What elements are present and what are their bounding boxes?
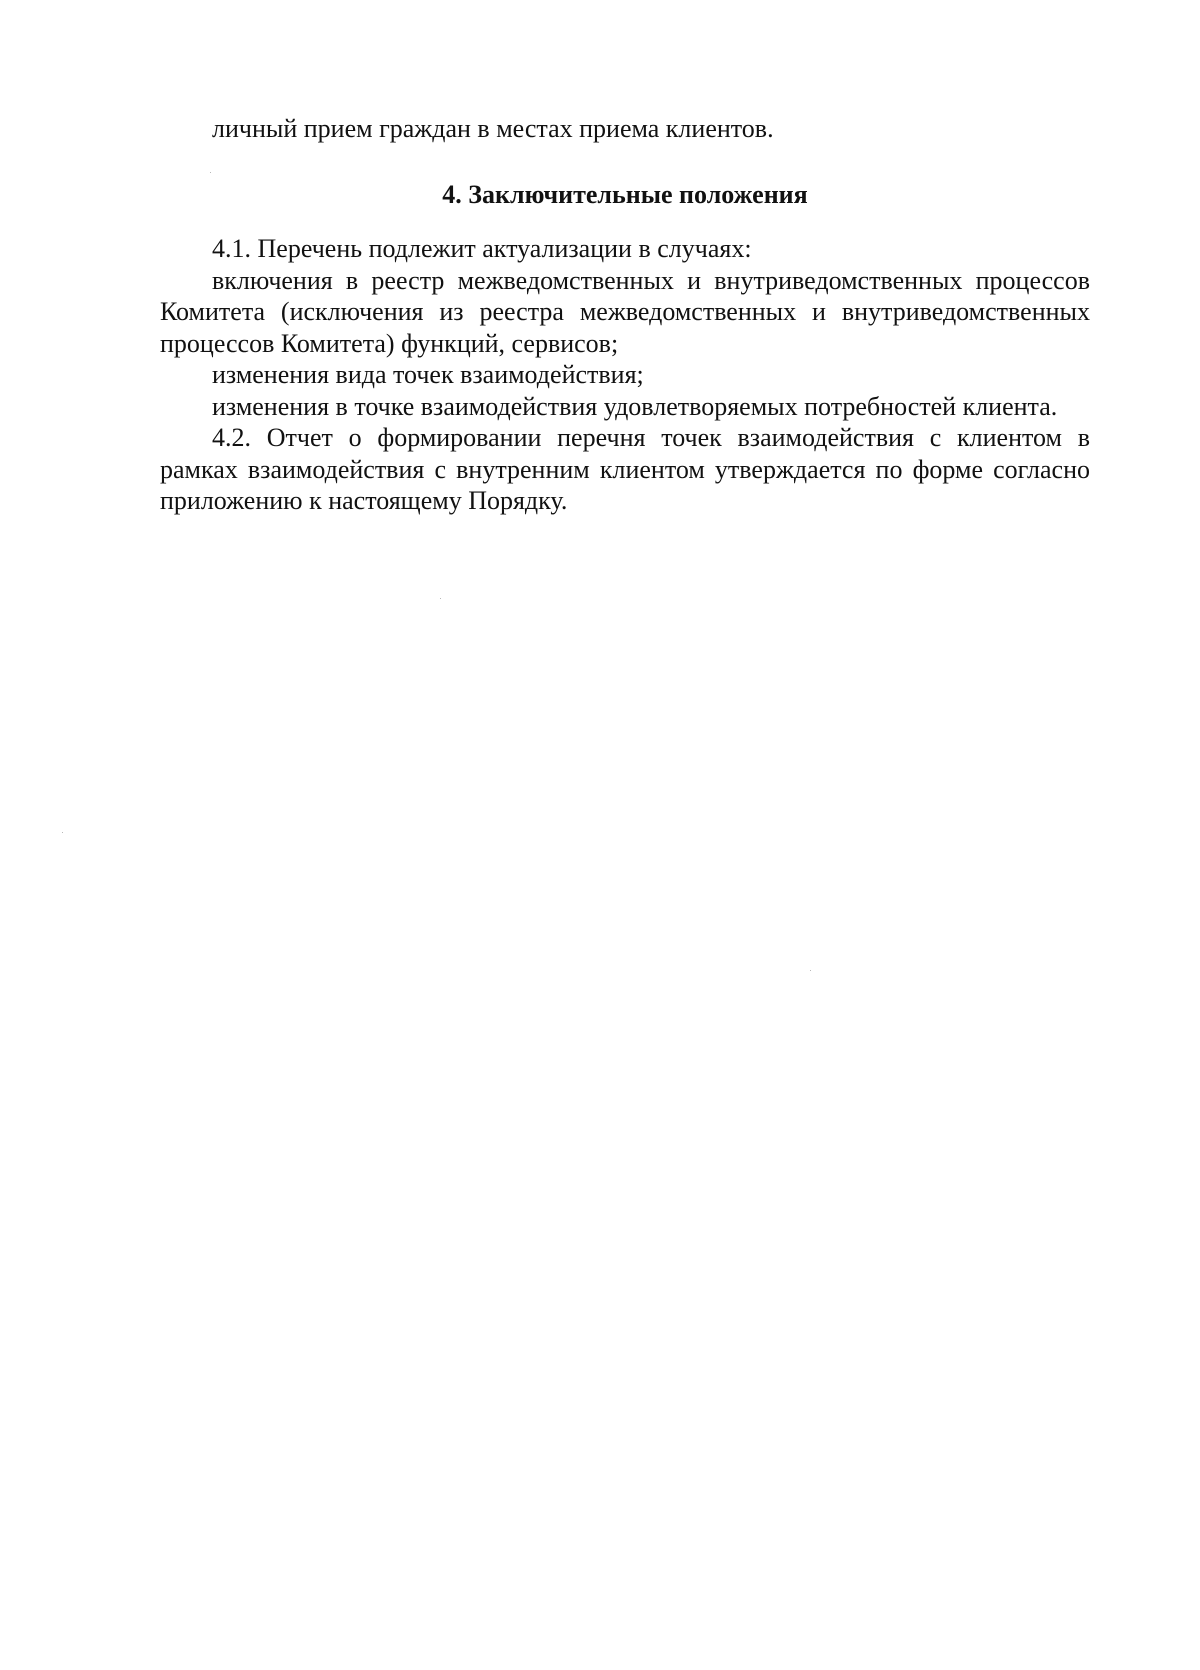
carryover-block (160, 113, 1090, 145)
paragraph-4-2: 4.2. Отчет о формировании перечня точек взаимодействия с клиентом в рамках взаимодействия с внутренним клиентом утверждается по форме согласно приложению к настоящему Порядку. (160, 423, 1090, 515)
paragraph-view-change-case: изменения вида точек взаимодействия; (212, 360, 644, 389)
scan-speck (810, 970, 811, 971)
carryover-line: личный прием граждан в местах приема клиентов. (212, 114, 774, 143)
paragraph-4-1: 4.1. Перечень подлежит актуализации в случаях: (212, 234, 752, 263)
scan-speck (440, 598, 441, 599)
paragraph-needs-change-case: изменения в точке взаимодействия удовлетворяемых потребностей клиента. (212, 391, 1058, 421)
section-heading: 4. Заключительные положения (442, 180, 808, 209)
paragraph-inclusion-case: включения в реестр межведомственных и внутриведомственных процессов Комитета (исключения из реестра межведомственных и внутриведомственных процессов Комитета) функций, сервисов; (160, 265, 1090, 358)
section-body (160, 233, 1090, 517)
scan-speck (210, 172, 211, 173)
scan-speck (62, 832, 63, 833)
